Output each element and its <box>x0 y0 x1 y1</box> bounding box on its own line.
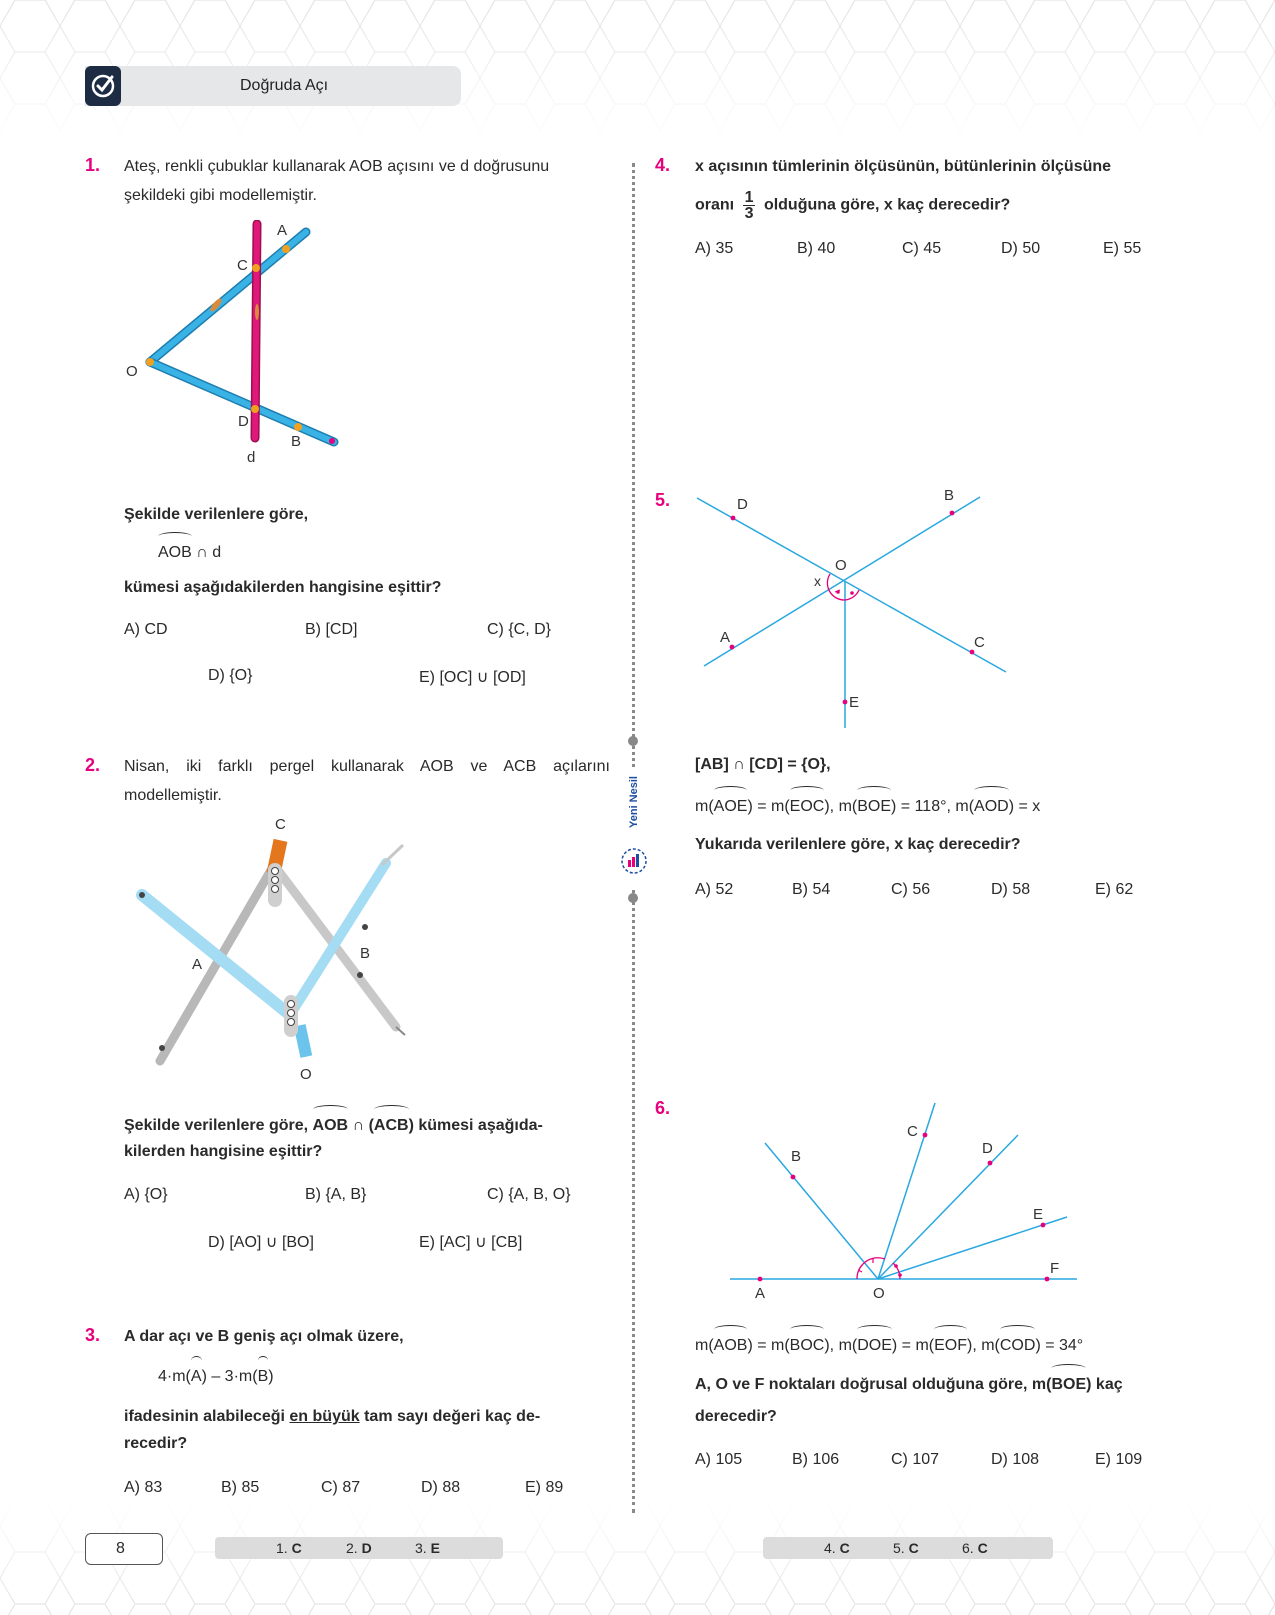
q2-question-line2: kilerden hangisine eşittir? <box>124 1143 323 1160</box>
q3-arc-b: B <box>258 1362 269 1391</box>
q5-g2-3: ) = m( <box>747 798 790 815</box>
answer-key-num: 5. <box>893 1540 905 1556</box>
q1-label-o: O <box>126 363 138 380</box>
answer-key-letter: C <box>839 1540 850 1556</box>
q6-option-a[interactable]: A) 105 <box>695 1451 743 1468</box>
q6-question-line2: derecedir? <box>695 1408 777 1425</box>
q3-expr-pre: 4·m( <box>158 1368 191 1385</box>
q4-fraction <box>743 190 756 221</box>
answer-key-letter: D <box>361 1540 372 1556</box>
q3-option-c[interactable]: C) 87 <box>321 1479 361 1496</box>
q5-g2-9: ) = x <box>1008 798 1041 815</box>
q3-question-line1 <box>124 1402 540 1431</box>
q6-option-c[interactable]: C) 107 <box>891 1451 940 1468</box>
q3-number: 3. <box>85 1325 101 1345</box>
q6-g-9: ), m( <box>967 1337 1000 1354</box>
q2-option-e[interactable]: E) [AC] ∪ [CB] <box>419 1234 523 1251</box>
q5-number: 5. <box>655 490 671 510</box>
q5-option-e[interactable]: E) 62 <box>1095 881 1134 898</box>
q2-q-mid: ∩ ( <box>352 1117 374 1134</box>
q1-label-d-point: D <box>238 413 249 430</box>
q1-figure <box>120 220 380 480</box>
q5-g2-1: m( <box>695 798 714 815</box>
q6-g-3: ) = m( <box>747 1337 790 1354</box>
q1-label-c: C <box>237 257 248 274</box>
page-title: Doğruda Açı <box>240 77 329 94</box>
q5-question: Yukarıda verilenlere göre, x kaç derecedir? <box>695 836 1021 853</box>
q1-question: kümesi aşağıdakilerden hangisine eşittir? <box>124 579 442 596</box>
q6-q-pre: A, O ve F noktaları doğrusal olduğuna göre, m( <box>695 1376 1052 1393</box>
hex-background-bottom <box>0 1500 1275 1615</box>
q1-expression <box>158 538 221 567</box>
q1-option-e[interactable]: E) [OC] ∪ [OD] <box>419 669 526 686</box>
q3-question-line2: recedir? <box>124 1435 188 1452</box>
q6-g-1: m( <box>695 1337 714 1354</box>
q5-given1: [AB] ∩ [CD] = {O}, <box>695 756 831 773</box>
q6-label-e: E <box>1033 1206 1044 1223</box>
q4-option-a[interactable]: A) 35 <box>695 240 734 257</box>
q6-option-d[interactable]: D) 108 <box>991 1451 1040 1468</box>
q5-arc-boe: BOE <box>857 792 891 821</box>
q5-arc-eoc: EOC <box>790 792 825 821</box>
answer-key-num: 3. <box>415 1540 427 1556</box>
q3-expr-post: ) <box>268 1368 274 1385</box>
q1-label-d-line: d <box>247 449 256 466</box>
q6-arc-boe: BOE <box>1051 1370 1086 1399</box>
answer-key-item <box>415 1540 440 1556</box>
answer-key-letter: E <box>430 1540 440 1556</box>
q2-label-c: C <box>275 816 286 833</box>
divider-dot-bottom <box>628 893 638 903</box>
q4-frac-den: 3 <box>744 205 754 222</box>
answer-key-num: 2. <box>346 1540 358 1556</box>
answer-key-num: 4. <box>824 1540 836 1556</box>
page-number: 8 <box>116 1540 125 1557</box>
answer-key-letter: C <box>291 1540 302 1556</box>
q6-figure <box>720 1095 1080 1305</box>
answer-key-item <box>893 1540 919 1556</box>
q3-option-d[interactable]: D) 88 <box>421 1479 461 1496</box>
answer-key-letter: C <box>977 1540 988 1556</box>
q2-label-a: A <box>192 956 203 973</box>
q6-option-b[interactable]: B) 106 <box>792 1451 840 1468</box>
answer-key-num: 6. <box>962 1540 974 1556</box>
q1-prompt: Şekilde verilenlere göre, <box>124 506 309 523</box>
q2-arc-acb: ACB <box>374 1111 409 1140</box>
q5-label-d: D <box>737 496 748 513</box>
q2-label-o: O <box>300 1066 312 1083</box>
q4-line1: x açısının tümlerinin ölçüsünün, bütünlerinin ölçüsüne <box>695 158 1112 175</box>
q5-arc-aod: AOD <box>974 792 1009 821</box>
q6-g-5: ), m( <box>824 1337 858 1354</box>
yeni-nesil-badge <box>620 770 648 890</box>
yeni-nesil-icon <box>620 846 648 876</box>
page-number-box <box>85 1533 163 1565</box>
q5-option-b[interactable]: B) 54 <box>792 881 831 898</box>
q5-g2-5: ), m( <box>824 798 858 815</box>
q1-option-d[interactable]: D) {O} <box>208 667 253 684</box>
q5-label-o: O <box>835 557 847 574</box>
q5-option-a[interactable]: A) 52 <box>695 881 734 898</box>
q5-label-x: x <box>814 573 821 589</box>
q6-g-11: ) = 34° <box>1035 1337 1084 1354</box>
q6-label-b: B <box>791 1148 802 1165</box>
q6-arc-aob: AOB <box>714 1331 748 1360</box>
q3-text: A dar açı ve B geniş açı olmak üzere, <box>124 1328 404 1345</box>
q1-option-c[interactable]: C) {C, D} <box>487 621 552 638</box>
q6-number: 6. <box>655 1098 671 1118</box>
q2-option-c[interactable]: C) {A, B, O} <box>487 1186 571 1203</box>
q2-q-pre: Şekilde verilenlere göre, <box>124 1117 309 1134</box>
q6-label-f: F <box>1050 1260 1060 1277</box>
q2-option-b[interactable]: B) {A, B} <box>305 1186 367 1203</box>
q2-option-d[interactable]: D) [AO] ∪ [BO] <box>208 1234 314 1251</box>
q4-line2-pre: oranı <box>695 196 735 214</box>
q4-option-b[interactable]: B) 40 <box>797 240 836 257</box>
q2-arc-aob: AOB <box>313 1111 349 1140</box>
q1-option-a[interactable]: A) CD <box>124 621 168 638</box>
q6-question-line1 <box>695 1370 1123 1399</box>
q5-label-a: A <box>720 629 731 646</box>
q4-line2 <box>695 190 1010 221</box>
answer-key-item <box>824 1540 850 1556</box>
q3-option-a[interactable]: A) 83 <box>124 1479 163 1496</box>
q5-given2 <box>695 792 1040 821</box>
q4-line2-post: olduğuna göre, x kaç derecedir? <box>763 196 1011 214</box>
q4-option-c[interactable]: C) 45 <box>902 240 942 257</box>
q5-label-e: E <box>849 694 860 711</box>
checkmark-icon <box>85 66 121 106</box>
q2-number: 2. <box>85 755 101 775</box>
q2-label-b: B <box>360 945 371 962</box>
q2-figure <box>120 815 420 1085</box>
q1-arc-aob: AOB <box>158 538 192 567</box>
answer-key-item <box>962 1540 988 1556</box>
q3-expression <box>158 1362 274 1391</box>
q1-expr-rest: ∩ d <box>196 544 222 561</box>
q4-option-d[interactable]: D) 50 <box>1001 240 1041 257</box>
q1-label-a: A <box>277 222 288 239</box>
q5-label-b: B <box>944 487 955 504</box>
q3-q-pre: ifadesinin alabileceği <box>124 1408 285 1425</box>
q6-given <box>695 1331 1083 1360</box>
q3-option-e[interactable]: E) 89 <box>525 1479 564 1496</box>
q5-label-c: C <box>974 634 985 651</box>
q1-label-b: B <box>291 433 302 450</box>
q3-expr-mid: ) – 3·m( <box>201 1368 258 1385</box>
q4-number: 4. <box>655 155 671 175</box>
answer-key-item <box>346 1540 372 1556</box>
q6-arc-eof: EOF <box>934 1331 967 1360</box>
q3-q-underline: en büyük <box>289 1408 360 1425</box>
q6-option-e[interactable]: E) 109 <box>1095 1451 1143 1468</box>
q5-figure <box>690 480 1020 730</box>
q6-label-a: A <box>755 1285 766 1302</box>
q1-option-b[interactable]: B) [CD] <box>305 621 358 638</box>
answer-key-letter: C <box>908 1540 919 1556</box>
yeni-nesil-label: Yeni Nesil <box>628 776 640 828</box>
q6-q-post: ) kaç <box>1086 1376 1123 1393</box>
q3-q-post: tam sayı değeri kaç de- <box>364 1408 541 1425</box>
q4-frac-num: 1 <box>744 189 754 206</box>
answer-key-num: 1. <box>276 1540 288 1556</box>
q2-q-post: ) kümesi aşağıda- <box>408 1117 543 1134</box>
q2-text: Nisan, iki farklı pergel kullanarak AOB ve ACB açılarını modellemiştir. <box>124 758 610 804</box>
answer-key-right <box>763 1537 1053 1559</box>
answer-key-item <box>276 1540 302 1556</box>
q6-label-o: O <box>873 1285 885 1302</box>
q6-arc-cod: COD <box>1000 1331 1036 1360</box>
q3-arc-a: A <box>191 1362 202 1391</box>
q1-number: 1. <box>85 155 101 175</box>
q5-option-c[interactable]: C) 56 <box>891 881 931 898</box>
divider-dot-top <box>628 736 638 746</box>
q6-label-c: C <box>907 1123 918 1140</box>
q4-option-e[interactable]: E) 55 <box>1103 240 1142 257</box>
q2-option-a[interactable]: A) {O} <box>124 1186 168 1203</box>
q5-arc-aoe: AOE <box>714 792 748 821</box>
q2-question-line1 <box>124 1111 543 1140</box>
answer-key-left <box>215 1537 503 1559</box>
q3-option-b[interactable]: B) 85 <box>221 1479 260 1496</box>
q5-option-d[interactable]: D) 58 <box>991 881 1031 898</box>
q6-arc-boc: BOC <box>790 1331 825 1360</box>
q1-text: Ateş, renkli çubuklar kullanarak AOB açısını ve d doğrusunu şekildeki gibi modellemiştir. <box>124 158 550 204</box>
q6-arc-doe: DOE <box>857 1331 892 1360</box>
q5-g2-7: ) = 118°, m( <box>891 798 975 815</box>
q6-label-d: D <box>982 1140 993 1157</box>
q6-g-7: ) = m( <box>891 1337 935 1354</box>
